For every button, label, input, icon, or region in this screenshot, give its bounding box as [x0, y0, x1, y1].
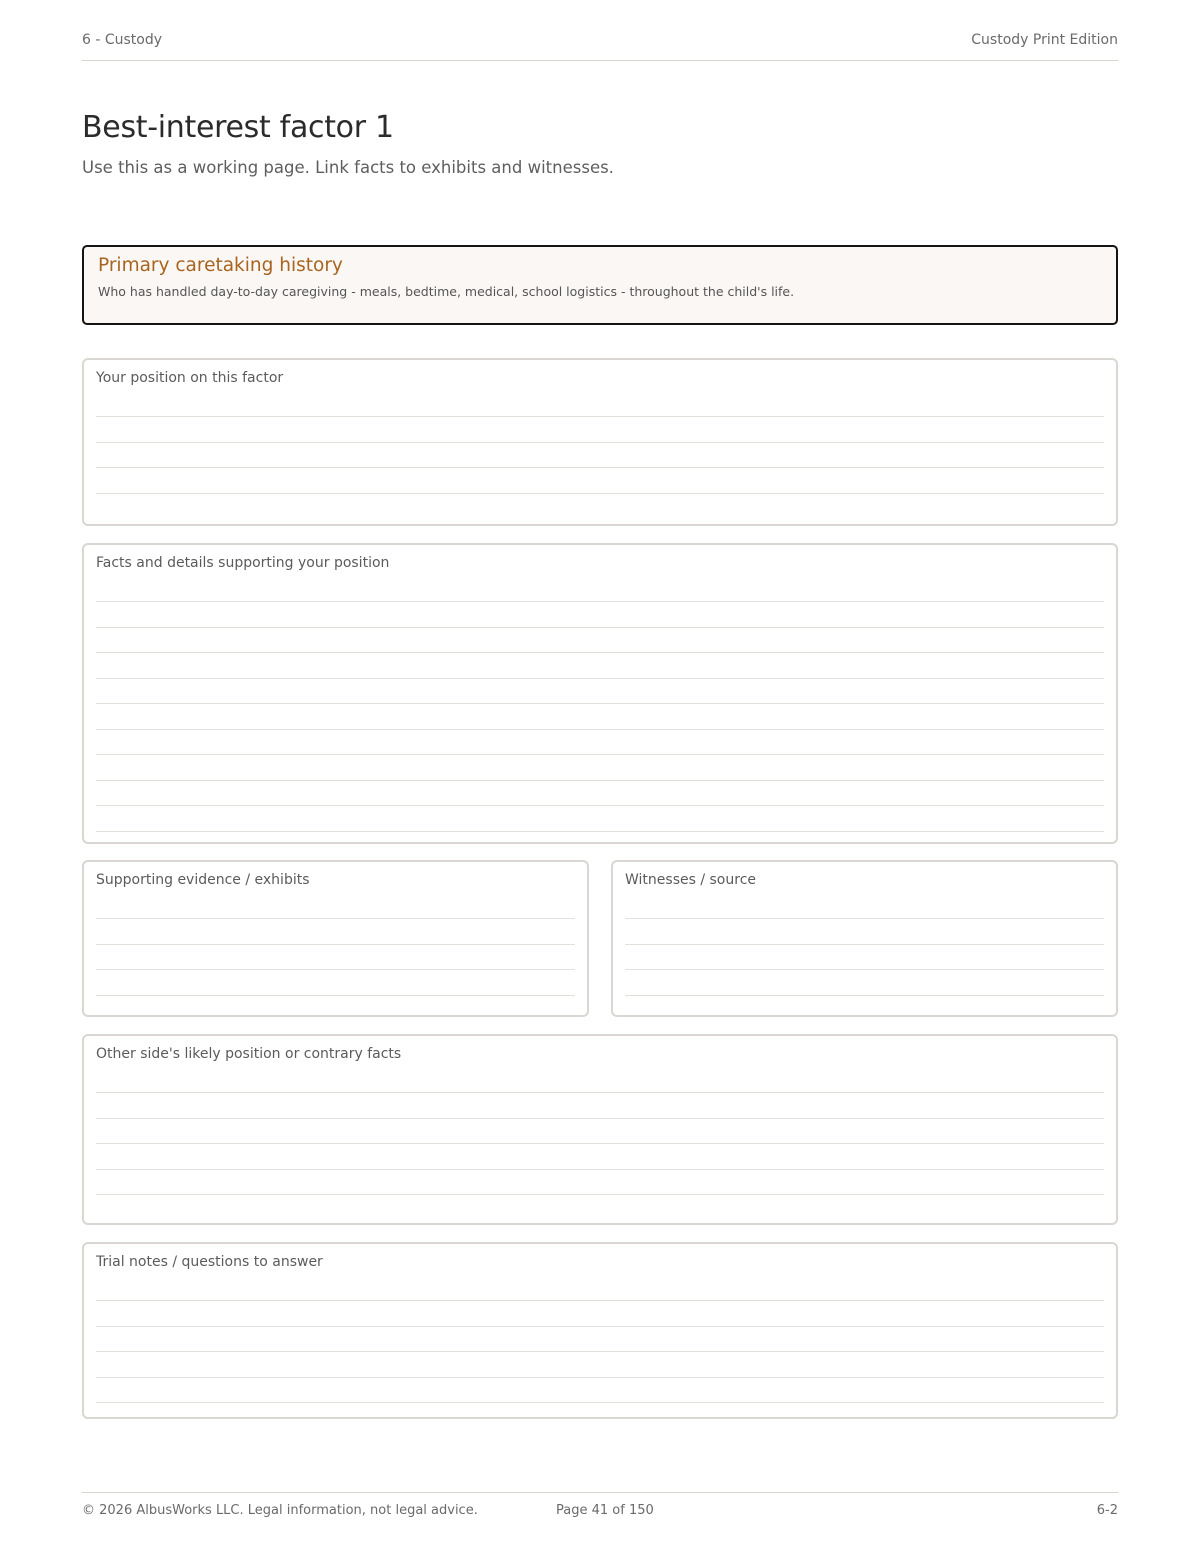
footer-section-code: 6-2 — [1096, 1503, 1118, 1518]
other-side-section[interactable] — [82, 1034, 1118, 1225]
write-line[interactable] — [96, 1378, 1104, 1404]
page-subtitle: Use this as a working page. Link facts to exhibits and witnesses. — [82, 158, 614, 177]
write-line[interactable] — [96, 919, 575, 945]
write-line[interactable] — [96, 900, 575, 919]
header-chapter: 6 - Custody — [82, 32, 163, 48]
write-line[interactable] — [96, 1144, 1104, 1170]
write-line[interactable] — [96, 704, 1104, 730]
write-line[interactable] — [96, 730, 1104, 756]
write-line[interactable] — [96, 398, 1104, 417]
witnesses-section[interactable] — [611, 860, 1118, 1017]
facts-write-lines[interactable] — [96, 583, 1104, 832]
header-edition: Custody Print Edition — [971, 32, 1118, 48]
write-line[interactable] — [96, 1327, 1104, 1353]
factor-card — [82, 245, 1118, 325]
write-line[interactable] — [96, 1074, 1104, 1093]
position-section-label: Your position on this factor — [96, 370, 284, 386]
footer-copyright: © 2026 AlbusWorks LLC. Legal information, not legal advice. — [82, 1503, 478, 1518]
trial-notes-write-lines[interactable] — [96, 1282, 1104, 1403]
write-line[interactable] — [96, 781, 1104, 807]
write-line[interactable] — [96, 583, 1104, 602]
write-line[interactable] — [96, 443, 1104, 469]
write-line[interactable] — [625, 900, 1104, 919]
running-footer — [82, 1492, 1118, 1518]
write-line[interactable] — [96, 1119, 1104, 1145]
page-title: Best-interest factor 1 — [82, 110, 394, 145]
evidence-section[interactable] — [82, 860, 589, 1017]
write-line[interactable] — [96, 945, 575, 971]
running-header — [82, 32, 1118, 61]
write-line[interactable] — [96, 468, 1104, 494]
position-section[interactable] — [82, 358, 1118, 526]
factor-title: Primary caretaking history — [98, 255, 343, 276]
factor-description: Who has handled day-to-day caregiving - meals, bedtime, medical, school logistics - throughout the child's life. — [98, 284, 795, 299]
write-line[interactable] — [96, 602, 1104, 628]
write-line[interactable] — [96, 1170, 1104, 1196]
write-line[interactable] — [96, 755, 1104, 781]
write-line[interactable] — [96, 970, 575, 996]
write-line[interactable] — [625, 919, 1104, 945]
write-line[interactable] — [96, 806, 1104, 832]
write-line[interactable] — [625, 970, 1104, 996]
write-line[interactable] — [625, 945, 1104, 971]
write-line[interactable] — [96, 1301, 1104, 1327]
write-line[interactable] — [96, 628, 1104, 654]
facts-section[interactable] — [82, 543, 1118, 844]
evidence-section-label: Supporting evidence / exhibits — [96, 872, 310, 888]
other-side-write-lines[interactable] — [96, 1074, 1104, 1195]
write-line[interactable] — [96, 1282, 1104, 1301]
witnesses-write-lines[interactable] — [625, 900, 1104, 996]
write-line[interactable] — [96, 653, 1104, 679]
write-line[interactable] — [96, 1093, 1104, 1119]
write-line[interactable] — [96, 417, 1104, 443]
footer-page-number: Page 41 of 150 — [556, 1503, 654, 1518]
write-line[interactable] — [96, 1352, 1104, 1378]
trial-notes-section-label: Trial notes / questions to answer — [96, 1254, 323, 1270]
position-write-lines[interactable] — [96, 398, 1104, 494]
facts-section-label: Facts and details supporting your position — [96, 555, 390, 571]
trial-notes-section[interactable] — [82, 1242, 1118, 1419]
witnesses-section-label: Witnesses / source — [625, 872, 757, 888]
evidence-write-lines[interactable] — [96, 900, 575, 996]
other-side-section-label: Other side's likely position or contrary facts — [96, 1046, 402, 1062]
write-line[interactable] — [96, 679, 1104, 705]
